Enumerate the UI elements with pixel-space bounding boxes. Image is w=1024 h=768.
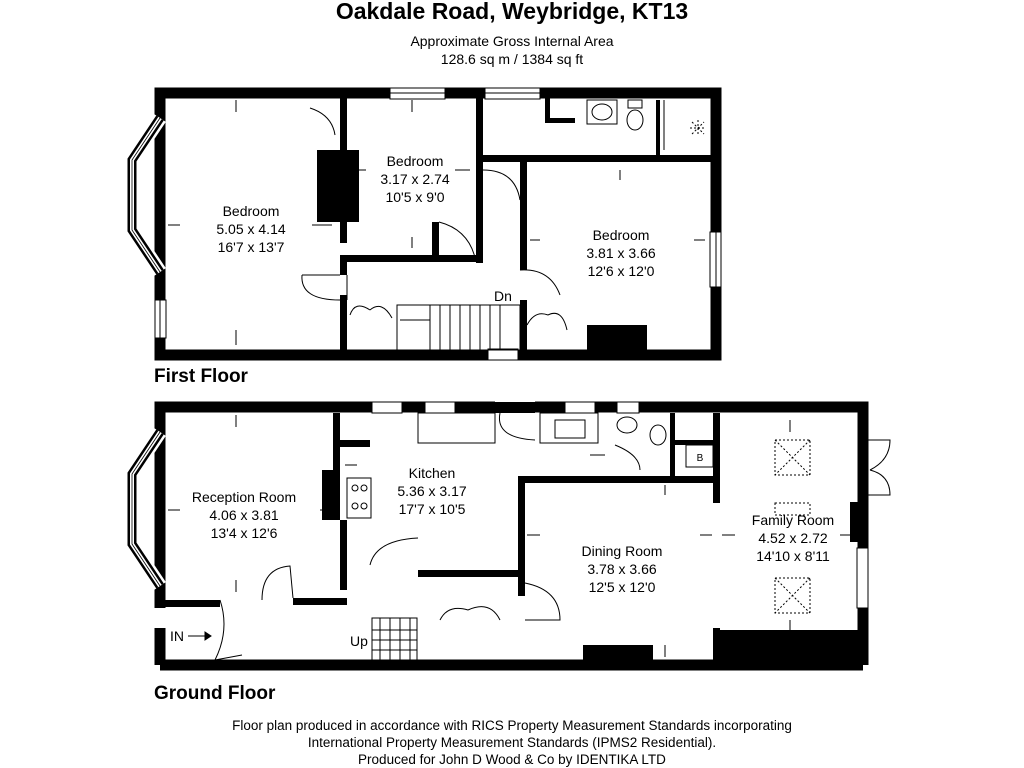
room-metric: 3.78 x 3.66 — [587, 561, 657, 577]
room-metric: 3.81 x 3.66 — [586, 245, 656, 261]
room-name: Reception Room — [191, 489, 297, 505]
room-name: Bedroom — [592, 227, 650, 243]
entrance-label: IN — [170, 628, 184, 644]
room-name: Dining Room — [581, 543, 663, 559]
stair-label: Dn — [494, 288, 512, 304]
room-metric: 5.36 x 3.17 — [397, 483, 467, 499]
room-metric: 3.17 x 2.74 — [380, 171, 450, 187]
first-floor-stairs — [397, 305, 520, 350]
room-metric: 4.06 x 3.81 — [209, 507, 279, 523]
room-imperial: 13'4 x 12'6 — [210, 525, 278, 541]
stair-label: Up — [350, 633, 368, 649]
first-floor-bathroom-fixtures — [587, 100, 706, 150]
room-imperial: 16'7 x 13'7 — [217, 239, 285, 255]
first-floor-plan — [132, 88, 721, 360]
entrance-arrow-icon — [188, 632, 211, 640]
footer-line: Floor plan produced in accordance with RICS Property Measurement Standards incorporating — [232, 718, 792, 733]
ground-floor-stairs — [372, 618, 417, 660]
room-imperial: 12'6 x 12'0 — [587, 263, 655, 279]
ground-floor-plan — [132, 402, 890, 665]
boiler-label: B — [696, 453, 704, 464]
room-imperial: 17'7 x 10'5 — [398, 501, 466, 517]
area-value: 128.6 sq m / 1384 sq ft — [440, 51, 584, 67]
room-name: Bedroom — [222, 203, 280, 219]
room-name: Bedroom — [386, 153, 444, 169]
room-imperial: 12'5 x 12'0 — [588, 579, 656, 595]
ground-floor-room-labels — [170, 465, 834, 649]
area-label: Approximate Gross Internal Area — [410, 33, 614, 49]
room-imperial: 10'5 x 9'0 — [385, 189, 445, 205]
plan-title: Oakdale Road, Weybridge, KT13 — [335, 0, 689, 24]
first-floor-label: First Floor — [154, 366, 248, 387]
room-name: Kitchen — [408, 465, 456, 481]
footer-line: Produced for John D Wood & Co by IDENTIKA LTD — [358, 752, 666, 767]
footer-line: International Property Measurement Standards (IPMS2 Residential). — [307, 735, 717, 750]
first-floor-interior-walls — [317, 93, 716, 355]
room-metric: 4.52 x 2.72 — [758, 530, 828, 546]
room-name: Family Room — [751, 512, 835, 528]
ground-floor-label: Ground Floor — [154, 683, 276, 704]
room-imperial: 14'10 x 8'11 — [756, 548, 830, 564]
room-metric: 5.05 x 4.14 — [216, 221, 286, 237]
